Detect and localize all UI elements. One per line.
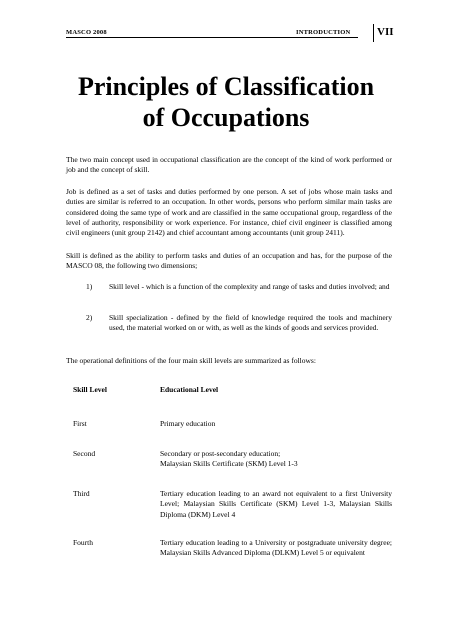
table-header-skill-level: Skill Level xyxy=(73,385,107,394)
paragraph-concepts: The two main concept used in occupational classification are the concept of the kind of work performed or job and the concept of skill. xyxy=(66,155,392,175)
table-row-level: First xyxy=(73,419,87,428)
header-divider xyxy=(373,24,374,42)
list-item-skill-level: Skill level - which is a function of the complexity and range of tasks and duties involved; and xyxy=(109,282,390,291)
table-row-education: Primary education xyxy=(160,419,216,428)
table-row-education: Tertiary education leading to a University or postgraduate university degree; Malaysian Skills Advanced Diploma (DLKM) Level 5 or equivalent xyxy=(160,538,392,558)
paragraph-summary: The operational definitions of the four main skill levels are summarized as follows: xyxy=(66,356,316,365)
header-section-name: INTRODUCTION xyxy=(296,29,351,36)
header-document-code: MASCO 2008 xyxy=(66,29,107,36)
page-title-line-2: of Occupations xyxy=(142,103,310,132)
page-title-line-1: Principles of Classification xyxy=(77,72,375,101)
table-row-education: Secondary or post-secondary education; xyxy=(160,449,281,458)
table-row-level: Fourth xyxy=(73,538,94,547)
table-row-education: Malaysian Skills Certificate (SKM) Level 1-3 xyxy=(160,459,298,468)
paragraph-skill-definition: Skill is defined as the ability to perform tasks and duties of an occupation and has, for the purpose of the MASCO 08, the following two dimensions; xyxy=(66,251,392,271)
page-title xyxy=(40,71,412,133)
header-rule xyxy=(66,37,358,38)
list-number-1: 1) xyxy=(86,282,93,291)
table-row-level: Third xyxy=(73,489,90,498)
table-header-educational-level: Educational Level xyxy=(160,385,219,394)
table-row-level: Second xyxy=(73,449,96,458)
page-number: VII xyxy=(377,26,394,38)
paragraph-job-definition: Job is defined as a set of tasks and duties performed by one person. A set of jobs whose main tasks and duties are similar is referred to an occupation. In other words, persons who perform similar main tasks are considered doing the same type of work and are classified in the same occupational group, regardless of the level of authority, responsibility or work experience. For instance, chief civil engineer is classified among civil engineers (unit group 2142) and chief accountant among accountants (unit group 2411). xyxy=(66,187,392,238)
table-row-education: Tertiary education leading to an award not equivalent to a first University Level; Malaysian Skills Certificate (SKM) Level 1-3, Malaysian Skills Diploma (DKM) Level 4 xyxy=(160,489,392,519)
list-item-skill-specialization: Skill specialization - defined by the field of knowledge required the tools and machinery used, the material worked on or with, as well as the kinds of goods and services provided. xyxy=(109,313,392,333)
list-number-2: 2) xyxy=(86,313,93,322)
